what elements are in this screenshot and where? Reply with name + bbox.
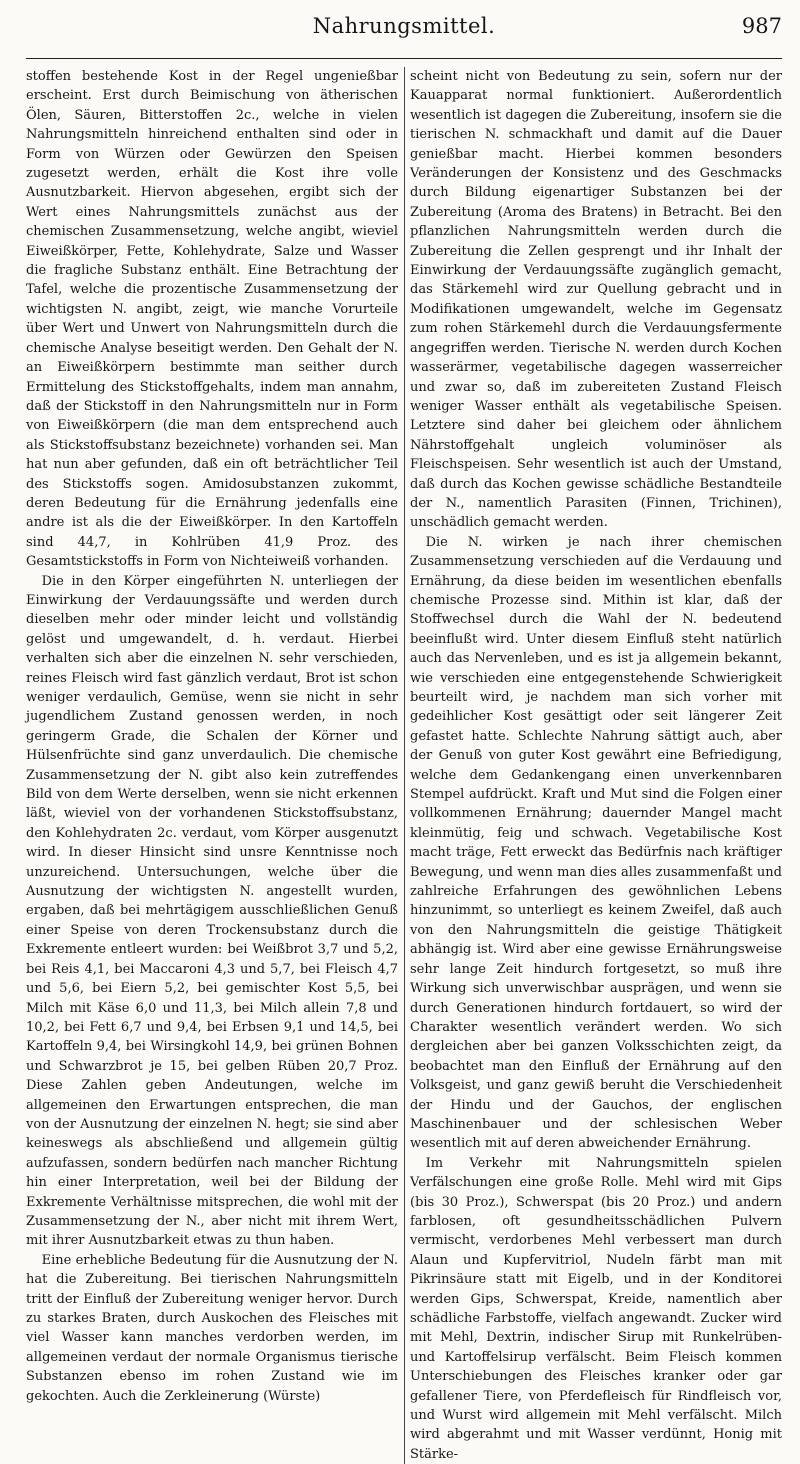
paragraph: Im Verkehr mit Nahrungsmitteln spielen Verfälschungen eine große Rolle. Mehl wird mit Gips (bis 30 Proz.), Schwerspat (bis 20 Proz.) und andern farblosen, oft gesundheitsschädlichen Pulvern vermischt, verdorbenes Mehl verbessert man durch Alaun und Kupfervitriol, Nudeln färbt man mit Pikrinsäure statt mit Eigelb, und in der Konditorei werden Gips, Schwerspat, Kreide, namentlich aber schädliche Farbstoffe, vielfach angewandt. Zucker wird mit Mehl, Dextrin, indischer Sirup mit Runkelrüben- und Kartoffelsirup verfälscht. Beim Fleisch kommen Unterschiebungen des Fleisches kranker oder gar gefallener Tiere, von Pferdefleisch für Rindfleisch vor, und Wurst wird allgemein mit Mehl verfälscht. Milch wird abgerahmt und mit Wasser verdünnt, Honig mit Stärke- bbox=[410, 1155, 782, 1462]
running-head: Nahrungsmittel. bbox=[312, 14, 496, 38]
paragraph: Die in den Körper eingeführten N. unterliegen der Einwirkung der Verdauungssäfte und werden durch dieselben mehr oder minder leicht und vollständig gelöst und umgewandelt, d. h. verdaut. Hierbei verhalten sich aber die einzelnen N. sehr verschieden, reines Fleisch wird fast gänzlich verdaut, Brot ist schon weniger verdaulich, Gemüse, wenn sie nicht in sehr jugendlichem Zustand genossen werden, in noch geringerm Grade, die Schalen der Körner und Hülsenfrüchte sind ganz unverdaulich. Die chemische Zusammensetzung der N. gibt also kein zutreffendes Bild von dem Werte derselben, wenn sie nicht erkennen läßt, wieviel von der vorhandenen Stickstoffsubstanz, den Kohlehydraten 2c. verdaut, vom Körper ausgenutzt wird. In dieser Hinsicht sind unsre Kenntnisse noch unzureichend. Untersuchungen, welche über die Ausnutzung der wichtigsten N. angestellt wurden, ergaben, daß bei mehrtägigem ausschließlichen Genuß einer Speise von deren Trockensubstanz durch die Exkremente entleert wurden: bei Weißbrot 3,7 und 5,2, bei Reis 4,1, bei Maccaroni 4,3 und 5,7, bei Fleisch 4,7 und 5,6, bei Eiern 5,2, bei gemischter Kost 5,5, bei Milch mit Käse 6,0 und 11,3, bei Milch allein 7,8 und 10,2, bei Fett 6,7 und 9,4, bei Erbsen 9,1 und 14,5, bei Kartoffeln 9,4, bei Wirsingkohl 14,9, bei grünen Bohnen und Schwarzbrot je 15, bei gelben Rüben 20,7 Proz. Diese Zahlen geben Andeutungen, welche im allgemeinen den Erwartungen entsprechen, die man von der Ausnutzung der einzelnen N. hegt; sie sind aber keineswegs als abschließend und allgemein gültig aufzufassen, sondern bedürfen nach mancher Richtung hin einer Interpretation, weil bei der Bildung der Exkremente Verhältnisse mitsprechen, die wohl mit der Zusammensetzung der N., aber nicht mit ihrem Wert, mit ihrer Ausnutzbarkeit etwas zu thun haben. bbox=[26, 573, 398, 1249]
paragraph: Eine erhebliche Bedeutung für die Ausnutzung der N. hat die Zubereitung. Bei tierischen Nahrungsmitteln tritt der Einfluß der Zubereitung weniger hervor. Durch zu starkes Braten, durch Auskochen des Fleisches mit viel Wasser kann manches verdorben werden, im allgemeinen verdaut der normale Organismus tierische Substanzen ebenso im rohen Zustand wie im gekochten. Auch die Zerkleinerung (Würste) bbox=[26, 1252, 398, 1404]
paragraph: scheint nicht von Bedeutung zu sein, sofern nur der Kauapparat normal funktioniert. Außerordentlich wesentlich ist dagegen die Zubereitung, insofern sie die tierischen N. schmackhaft und damit auf die Dauer genießbar macht. Hierbei kommen besonders Veränderungen der Konsistenz und des Geschmacks durch Bildung eigenartiger Substanzen bei der Zubereitung (Aroma des Bratens) in Betracht. Bei den pflanzlichen Nahrungsmitteln werden durch die Zubereitung die Zellen gesprengt und ihr Inhalt der Einwirkung der Verdauungssäfte zugänglich gemacht, das Stärkemehl wird zur Quellung gebracht und in Modifikationen umgewandelt, welche im Gegensatz zum rohen Stärkemehl durch die Verdauungsfermente angegriffen werden. Tierische N. werden durch Kochen wasserärmer, vegetabilische dagegen wasserreicher und zwar so, daß im zubereiteten Zustand Fleisch weniger Wasser enthält als vegetabilische Speisen. Letztere sind daher bei gleichem oder ähnlichem Nährstoffgehalt ungleich voluminöser als Fleischspeisen. Sehr wesentlich ist auch der Umstand, daß durch das Kochen gewisse schädliche Bestandteile der N., namentlich Parasiten (Finnen, Trichinen), unschädlich gemacht werden. bbox=[410, 69, 782, 531]
text-columns bbox=[26, 67, 782, 1464]
left-column bbox=[26, 67, 398, 1464]
page-number: 987 bbox=[741, 14, 782, 38]
paragraph: stoffen bestehende Kost in der Regel ungenießbar erscheint. Erst durch Beimischung von ätherischen Ölen, Säuren, Bitterstoffen 2c., welche in vielen Nahrungsmitteln hinreichend enthalten sind oder in Form von Würzen oder Gewürzen den Speisen zugesetzt werden, erhält die Kost ihre volle Ausnutzbarkeit. Hiervon abgesehen, ergibt sich der Wert eines Nahrungsmittels zunächst aus der chemischen Zusammensetzung, welche angibt, wieviel Eiweißkörper, Fette, Kohlehydrate, Salze und Wasser die fragliche Substanz enthält. Eine Betrachtung der Tafel, welche die prozentische Zusammensetzung der wichtigsten N. angibt, zeigt, wie manche Vorurteile über Wert und Unwert von Nahrungsmitteln durch die chemische Analyse beseitigt werden. Den Gehalt der N. an Eiweißkörpern bestimmte man seither durch Ermittelung des Stickstoffgehalts, indem man annahm, daß der Stickstoff in den Nahrungsmitteln nur in Form von Eiweißkörpern (die man dem entsprechend auch als Stickstoffsubstanz bezeichnete) vorhanden sei. Man hat nun aber gefunden, daß ein oft beträchtlicher Teil des Stickstoffs sogen. Amidosubstanzen zukommt, deren Bedeutung für die Ernährung jedenfalls eine andre ist als die der Eiweißkörper. In den Kartoffeln sind 44,7, in Kohlrüben 41,9 Proz. des Gesamtstickstoffs in Form von Nichteiweiß vorhanden. bbox=[26, 69, 398, 570]
paragraph: Die N. wirken je nach ihrer chemischen Zusammensetzung verschieden auf die Verdauung und Ernährung, da diese beiden im wesentlichen ebenfalls chemische Prozesse sind. Mithin ist klar, daß der Stoffwechsel durch die Wahl der N. bedeutend beeinflußt wird. Unter diesem Einfluß steht natürlich auch das Nervenleben, und es ist ja allgemein bekannt, wie verschieden eine entgegenstehende Schwierigkeit beurteilt wird, je nachdem man sich vorher mit gedeihlicher Kost gesättigt oder seit längerer Zeit gefastet hatte. Schlechte Nahrung sättigt auch, aber der Genuß von guter Kost gewährt eine Befriedigung, welche dem Gedankengang einen unverkennbaren Stempel aufdrückt. Kraft und Mut sind die Folgen einer vollkommenen Ernährung; dauernder Mangel macht kleinmütig, feig und schwach. Vegetabilische Kost macht träge, Fett erweckt das Bedürfnis nach kräftiger Bewegung, und wenn man dies alles zusammenfaßt und zahlreiche Erfahrungen des gewöhnlichen Lebens hinzunimmt, so unterliegt es keinem Zweifel, daß auch von den Nahrungsmitteln die geistige Thätigkeit abhängig ist. Wird aber eine gewisse Ernährungsweise sehr lange Zeit hindurch fortgesetzt, so muß ihre Wirkung sich unverwischbar ausprägen, und wenn sie durch Generationen hindurch fortdauert, so wird der Charakter wesentlich verändert werden. Wo sich dergleichen aber bei ganzen Volksschichten zeigt, da beobachtet man den Einfluß der Ernährung auf den Volksgeist, und ganz gewiß beruht die Verschiedenheit der Hindu und der Gauchos, der englischen Maschinenbauer und der schlesischen Weber wesentlich mit auf deren abweichender Ernährung. bbox=[410, 534, 782, 1152]
right-column bbox=[410, 67, 782, 1464]
page-header bbox=[26, 0, 782, 59]
